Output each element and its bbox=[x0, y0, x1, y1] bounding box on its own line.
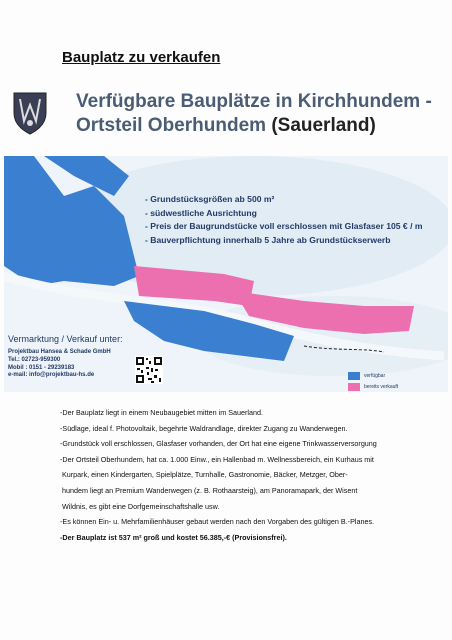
description-line: -Der Ortsteil Oberhundem, hat ca. 1.000 Einw., ein Hallenbad m. Wellnessbereich, ein Kurhaus mit bbox=[60, 454, 374, 464]
description-line: -Der Bauplatz liegt in einem Neubaugebiet mitten im Sauerland. bbox=[60, 408, 263, 417]
heading-line-2: Ortsteil Oberhundem bbox=[76, 115, 267, 136]
description-line: hundem liegt an Premium Wanderwegen (z. B. Rothaarsteig), am Panoramapark, der Wisent bbox=[62, 485, 358, 495]
contact-mobile: Mobil : 0151 - 29239183 bbox=[8, 364, 75, 371]
contact-phone: Tel.: 02723-959300 bbox=[8, 356, 61, 363]
contact-heading: Vermarktung / Verkauf unter: bbox=[8, 334, 123, 344]
price-line: -Der Bauplatz ist 537 m² groß und kostet 56.385,-€ (Provisionsfrei). bbox=[60, 532, 287, 542]
municipal-crest-icon bbox=[12, 91, 48, 135]
description-line: Kurpark, einen Kindergarten, Spielplätze, Turnhalle, Gastronomie, Bäcker, Metzger, Ober- bbox=[62, 470, 348, 480]
feature-list bbox=[145, 193, 450, 247]
heading-line-1: Verfügbare Bauplätze in Kirchhundem - bbox=[76, 91, 432, 112]
feature-item: - Preis der Baugrundstücke voll erschlossen mit Glasfaser 105 € / m bbox=[145, 221, 423, 231]
feature-item: - Grundstücksgrößen ab 500 m² bbox=[145, 194, 275, 204]
feature-item: - Bauverpflichtung innerhalb 5 Jahre ab Grundstückserwerb bbox=[145, 234, 391, 245]
description-line: -Grundstück voll erschlossen, Glasfaser vorhanden, der Ort hat eine eigene Trinkwasserversorgung bbox=[60, 439, 377, 449]
flyer-heading bbox=[76, 90, 448, 138]
site-plan-map bbox=[4, 156, 448, 392]
description-line: -Südlage, ideal f. Photovoltaik, begehrte Waldrandlage, direkter Zugang zu Wanderwegen. bbox=[60, 423, 348, 433]
legend-label-sold: bereits verkauft bbox=[364, 384, 399, 390]
legend-swatch-sold bbox=[348, 383, 360, 391]
legend-swatch-available bbox=[348, 372, 360, 380]
feature-item: - südwestliche Ausrichtung bbox=[145, 207, 257, 218]
page-title: Bauplatz zu verkaufen bbox=[62, 49, 221, 66]
heading-suffix: (Sauerland) bbox=[271, 115, 376, 136]
contact-company: Projektbau Hansea & Schade GmbH bbox=[8, 349, 111, 355]
qr-code-icon bbox=[135, 356, 163, 384]
contact-block bbox=[8, 349, 111, 380]
legend-label-available: verfügbar bbox=[364, 373, 386, 379]
contact-email: e-mail: info@projektbau-hs.de bbox=[8, 372, 95, 379]
description-line: -Es können Ein- u. Mehrfamilienhäuser gebaut werden nach den Vorgaben des gültigen B.-Planes. bbox=[60, 517, 375, 527]
description bbox=[60, 405, 440, 545]
description-line: Wildnis, es gibt eine Dorfgemeinschaftshalle usw. bbox=[62, 501, 220, 511]
